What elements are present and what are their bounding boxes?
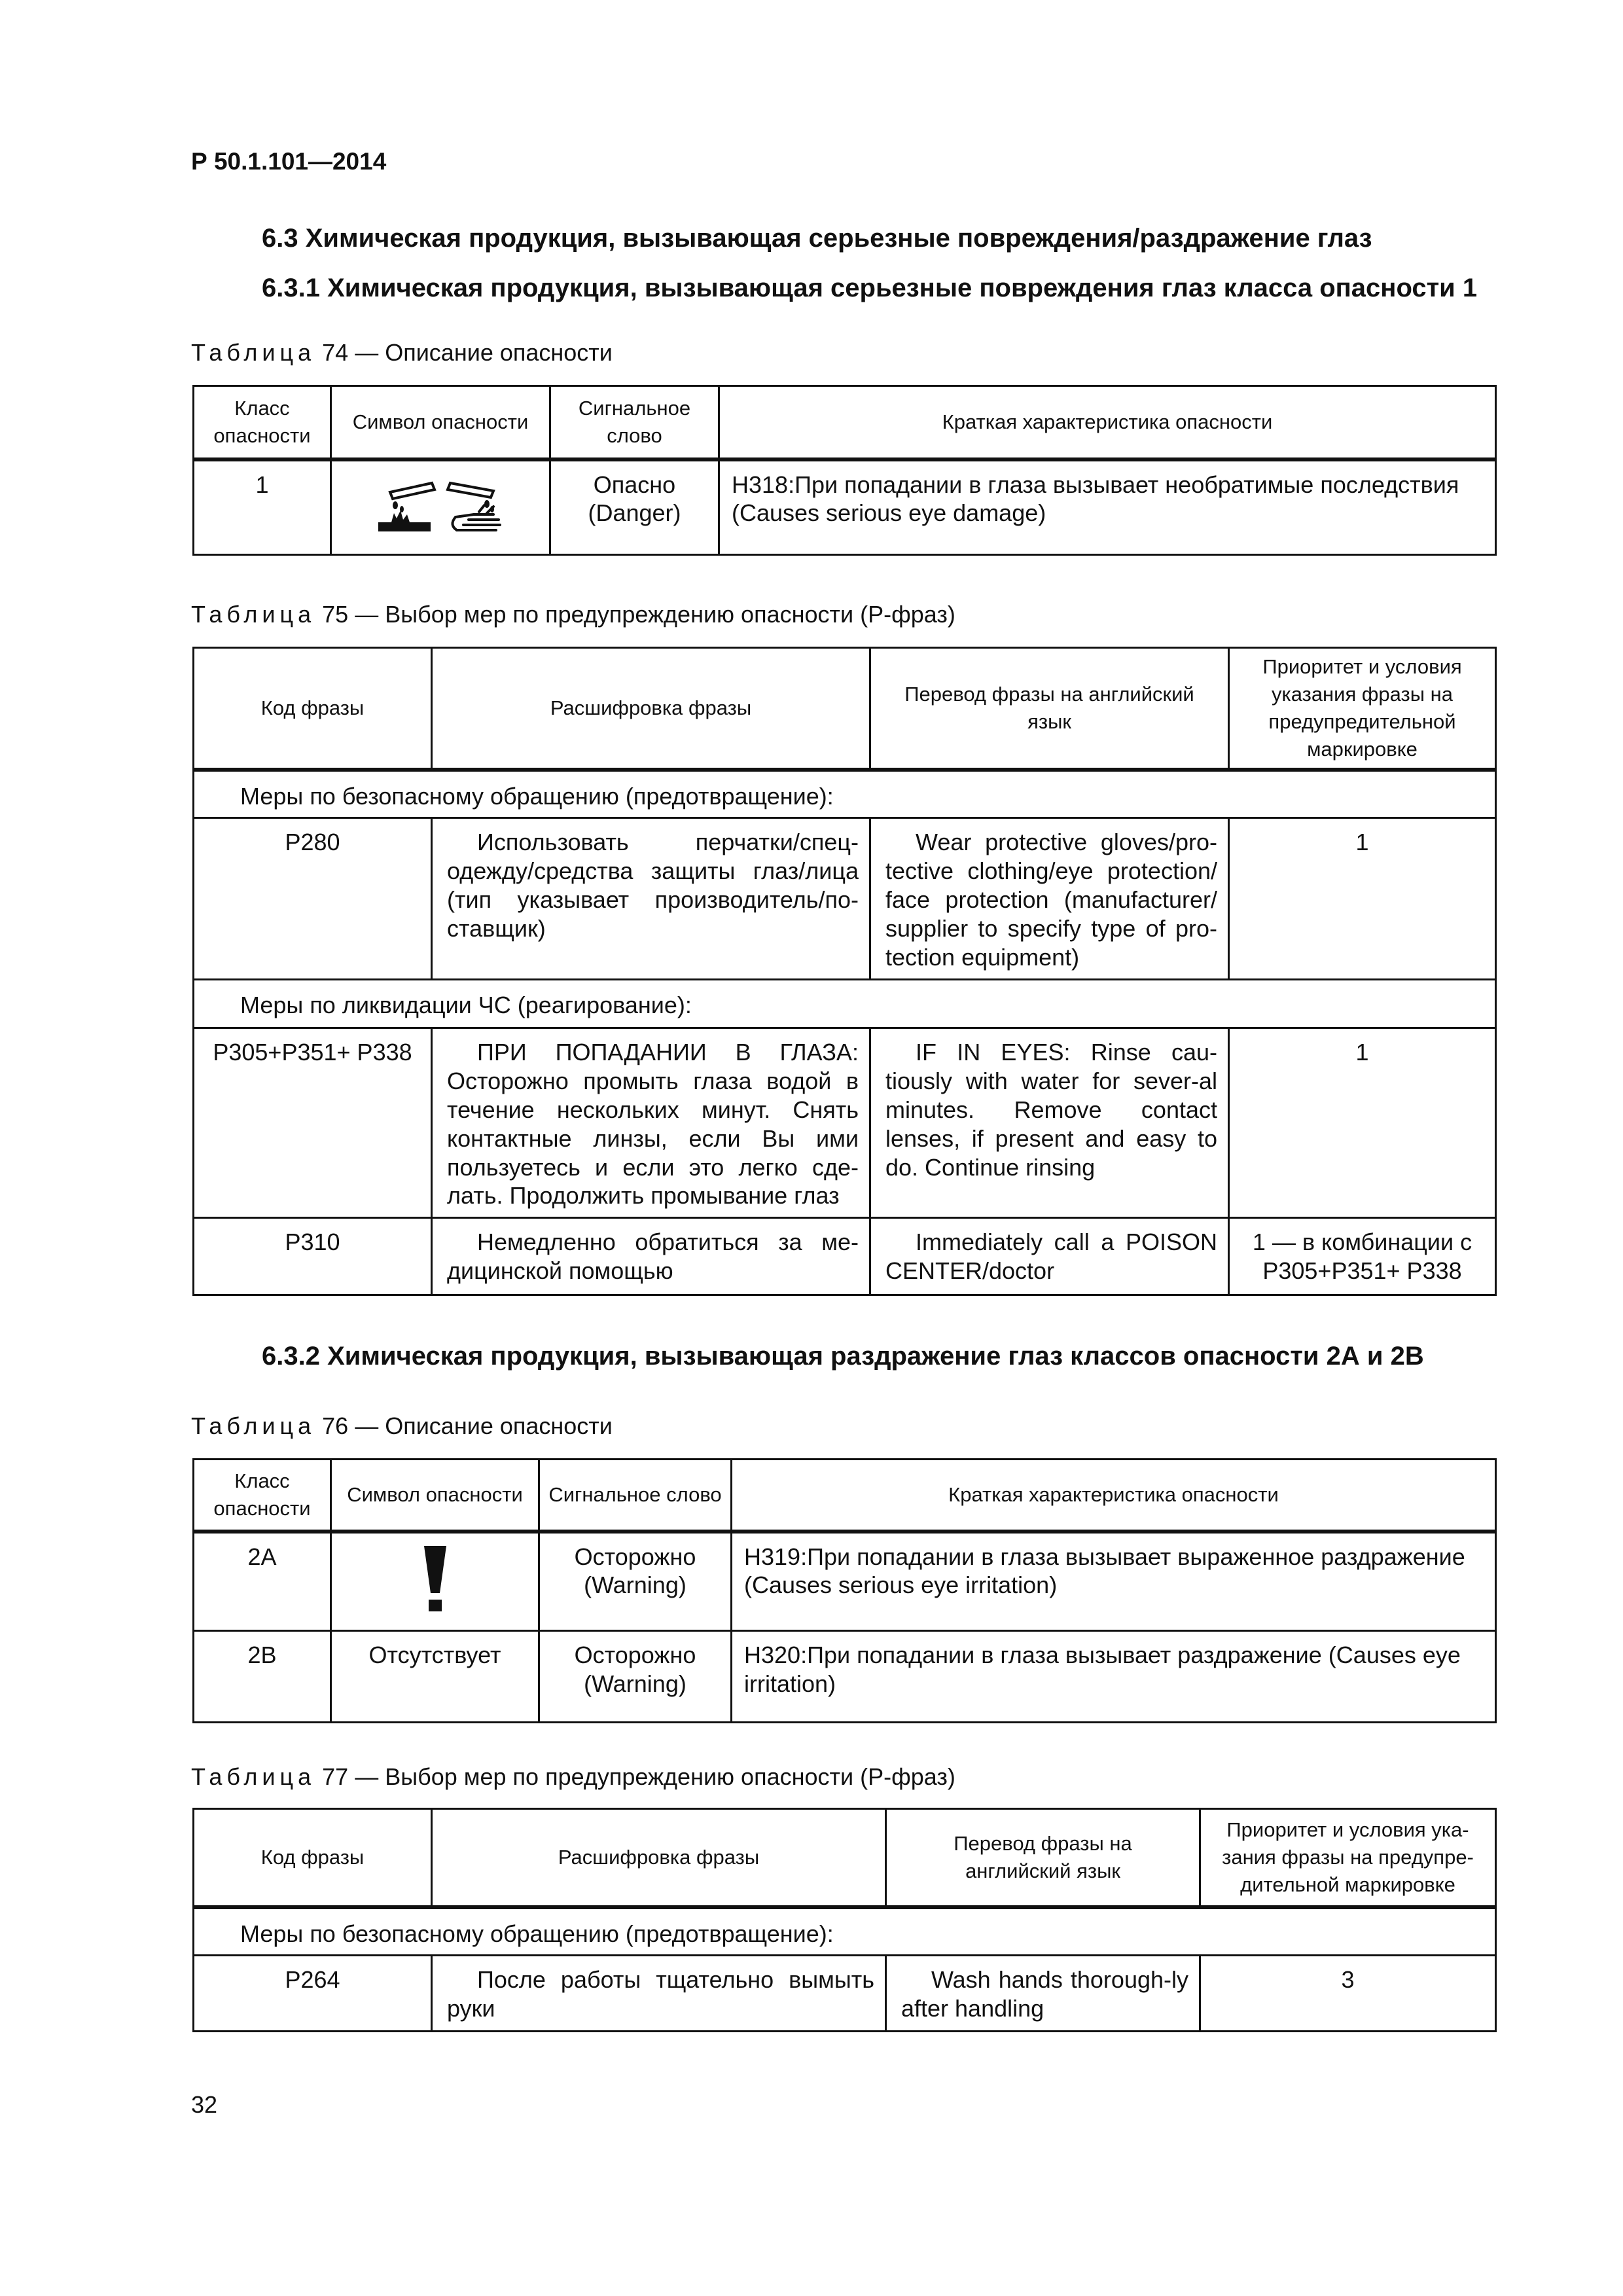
hazard-symbol-cell bbox=[331, 459, 550, 555]
hazard-summary-cell: H318:При попадании в глаза вызывает необратимые последствия (Causes serious eye damage) bbox=[719, 459, 1496, 555]
table-row bbox=[194, 1028, 1496, 1217]
header-phrase-decoding: Расшифровка фразы bbox=[432, 648, 870, 770]
table-77-caption: Таблица 77 — Выбор мер по предупреждению опасности (Р-фраз) bbox=[191, 1763, 955, 1790]
header-hazard-summary: Краткая характеристика опасности bbox=[719, 386, 1496, 459]
hazard-class-cell: 2B bbox=[194, 1631, 331, 1723]
phrase-en-cell: Immediately call a POISON CENTER/doctor bbox=[870, 1218, 1229, 1295]
phrase-priority-cell: 1 bbox=[1229, 818, 1496, 980]
phrase-code-cell: P305+P351+ P338 bbox=[194, 1028, 432, 1217]
section-response: Меры по ликвидации ЧС (реагирование): bbox=[194, 979, 1496, 1028]
signal-word-cell: Опасно (Danger) bbox=[550, 459, 719, 555]
header-phrase-priority: Приоритет и условия ука-зания фразы на предупре-дительной маркировке bbox=[1200, 1809, 1496, 1907]
section-heading-6-3: 6.3 Химическая продукция, вызывающая серьезные повреждения/раздражение глаз bbox=[262, 224, 1372, 253]
hazard-summary-cell: H320:При попадании в глаза вызывает раздражение (Causes eye irritation) bbox=[732, 1631, 1496, 1723]
header-hazard-class: Класс опасности bbox=[194, 386, 331, 459]
header-signal-word: Сигнальное слово bbox=[550, 386, 719, 459]
header-hazard-summary: Краткая характеристика опасности bbox=[732, 1460, 1496, 1532]
table-row bbox=[194, 459, 1496, 555]
header-phrase-decoding: Расшифровка фразы bbox=[432, 1809, 886, 1907]
signal-word-cell: Осторожно (Warning) bbox=[539, 1532, 732, 1631]
phrase-ru-cell: Немедленно обратиться за ме-дицинской помощью bbox=[432, 1218, 870, 1295]
header-phrase-code: Код фразы bbox=[194, 1809, 432, 1907]
table-76-caption: Таблица 76 — Описание опасности bbox=[191, 1412, 613, 1439]
corrosion-icon bbox=[372, 473, 509, 535]
exclamation-icon bbox=[419, 1542, 452, 1614]
hazard-symbol-cell bbox=[331, 1532, 539, 1631]
page-number: 32 bbox=[191, 2091, 218, 2118]
header-hazard-symbol: Символ опасности bbox=[331, 1460, 539, 1532]
table-row bbox=[194, 1218, 1496, 1295]
header-phrase-translation: Перевод фразы на английский язык bbox=[870, 648, 1229, 770]
phrase-code-cell: P310 bbox=[194, 1218, 432, 1295]
table-row bbox=[194, 1532, 1496, 1631]
hazard-class-cell: 2A bbox=[194, 1532, 331, 1631]
table-75-caption: Таблица 75 — Выбор мер по предупреждению опасности (Р-фраз) bbox=[191, 601, 955, 628]
table-76-hazard-description bbox=[192, 1458, 1497, 1723]
signal-word-cell: Осторожно (Warning) bbox=[539, 1631, 732, 1723]
table-74-hazard-description bbox=[192, 385, 1497, 556]
phrase-code-cell: P264 bbox=[194, 1956, 432, 2032]
section-prevention: Меры по безопасному обращению (предотвращение): bbox=[194, 1907, 1496, 1956]
table-row bbox=[194, 1956, 1496, 2032]
document-id: Р 50.1.101—2014 bbox=[191, 148, 387, 175]
header-hazard-class: Класс опасности bbox=[194, 1460, 331, 1532]
hazard-class-cell: 1 bbox=[194, 459, 331, 555]
header-signal-word: Сигнальное слово bbox=[539, 1460, 732, 1532]
phrase-priority-cell: 1 — в комбинации с P305+P351+ P338 bbox=[1229, 1218, 1496, 1295]
subsection-heading-6-3-1: 6.3.1 Химическая продукция, вызывающая серьезные повреждения глаз класса опасности 1 bbox=[262, 274, 1478, 302]
header-phrase-priority: Приоритет и условия указания фразы на предупредительной маркировке bbox=[1229, 648, 1496, 770]
table-row bbox=[194, 818, 1496, 980]
phrase-priority-cell: 3 bbox=[1200, 1956, 1496, 2032]
hazard-summary-cell: H319:При попадании в глаза вызывает выраженное раздражение (Causes serious eye irritation) bbox=[732, 1532, 1496, 1631]
hazard-symbol-cell: Отсутствует bbox=[331, 1631, 539, 1723]
phrase-en-cell: Wear protective gloves/pro-tective clothing/eye protection/ face protection (manufacturer/ supplier to specify type of pro-tection equipment) bbox=[870, 818, 1229, 980]
phrase-en-cell: IF IN EYES: Rinse cau-tiously with water for sever-al minutes. Remove contact lenses, if present and easy to do. Continue rinsing bbox=[870, 1028, 1229, 1217]
header-phrase-translation: Перевод фразы на английский язык bbox=[886, 1809, 1200, 1907]
table-74-caption: Таблица 74 — Описание опасности bbox=[191, 339, 613, 366]
phrase-en-cell: Wash hands thorough-ly after handling bbox=[886, 1956, 1200, 2032]
phrase-ru-cell: ПРИ ПОПАДАНИИ В ГЛАЗА: Осторожно промыть глаза водой в течение нескольких минут. Снять контактные линзы, если Вы ими пользуетесь и если это легко сде-лать. Продолжить промывание глаз bbox=[432, 1028, 870, 1217]
phrase-priority-cell: 1 bbox=[1229, 1028, 1496, 1217]
table-77-precautionary-statements bbox=[192, 1808, 1497, 2032]
header-phrase-code: Код фразы bbox=[194, 648, 432, 770]
subsection-heading-6-3-2: 6.3.2 Химическая продукция, вызывающая раздражение глаз классов опасности 2А и 2В bbox=[262, 1342, 1424, 1371]
phrase-ru-cell: Использовать перчатки/спец-одежду/средства защиты глаз/лица (тип указывает производитель/по-ставщик) bbox=[432, 818, 870, 980]
table-row bbox=[194, 1631, 1496, 1723]
table-75-precautionary-statements bbox=[192, 647, 1497, 1296]
phrase-ru-cell: После работы тщательно вымыть руки bbox=[432, 1956, 886, 2032]
phrase-code-cell: P280 bbox=[194, 818, 432, 980]
header-hazard-symbol: Символ опасности bbox=[331, 386, 550, 459]
section-prevention: Меры по безопасному обращению (предотвращение): bbox=[194, 770, 1496, 818]
